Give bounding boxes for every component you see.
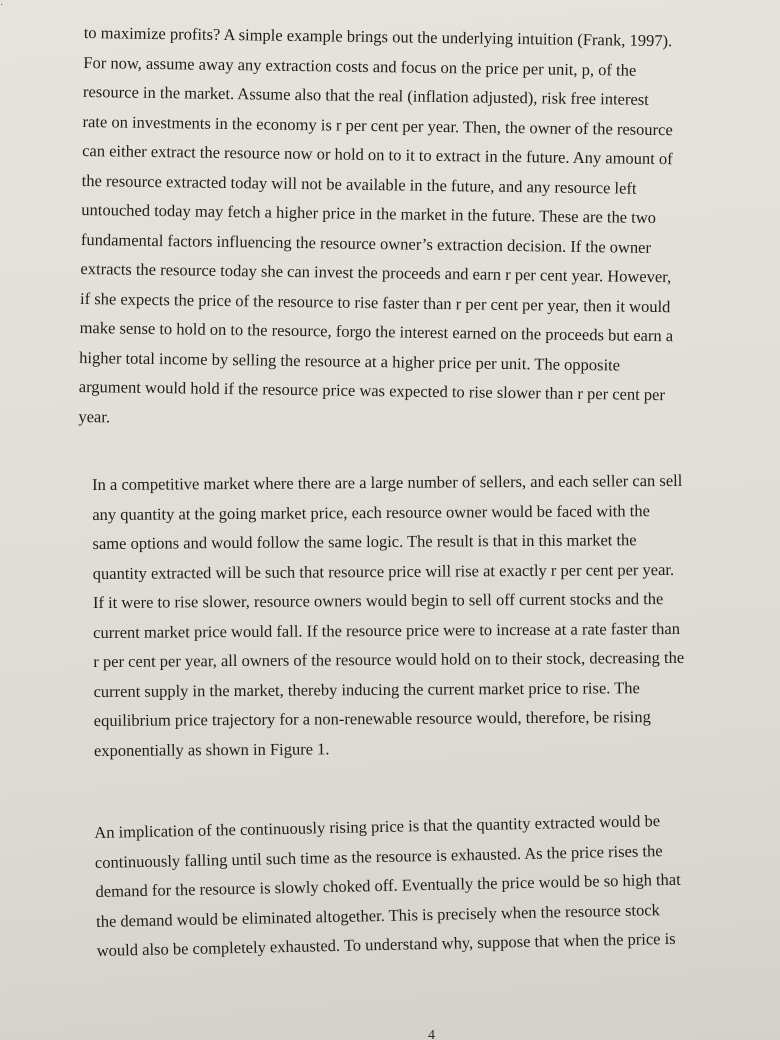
text-line: if she expects the price of the resource to rise faster than r per cent per year, then it would (79, 288, 671, 316)
text-line: can either extract the resource now or hold on to it to extract in the future. Any amount of (82, 140, 673, 169)
paragraph-3 (94, 805, 709, 965)
text-line: rate on investments in the economy is r per cent per year. Then, the owner of the resource (82, 111, 673, 139)
text-line: the resource extracted today will not be available in the future, and any resource left (81, 170, 637, 198)
paragraph-2 (92, 466, 706, 765)
text-line: continuously falling until such time as the resource is exhausted. As the price rises the (94, 840, 663, 872)
text-line: make sense to hold on to the resource, forgo the interest earned on the proceeds but earn a (79, 317, 674, 346)
text-line: demand for the resource is slowly choked off. Eventually the price would be so high that (95, 869, 681, 901)
text-line: equilibrium price trajectory for a non-renewable resource would, therefore, be rising (93, 707, 651, 730)
text-line: to maximize profits? A simple example brings out the underlying intuition (Frank, 1997). (83, 22, 673, 51)
text-line: exponentially as shown in Figure 1. (93, 738, 330, 760)
text-line: untouched today may fetch a higher price in the market in the future. These are the two (81, 199, 657, 228)
text-line: fundamental factors influencing the resource owner’s extraction decision. If the owner (80, 229, 652, 257)
page-number: 4 (428, 1028, 435, 1040)
text-line: resource in the market. Assume also that the real (inflation adjusted), risk free interest (82, 81, 649, 109)
text-line: current market price would fall. If the resource price were to increase at a rate faster than (93, 618, 681, 642)
text-line: r per cent per year, all owners of the resource would hold on to their stock, decreasing the (93, 647, 685, 671)
text-line: any quantity at the going market price, each resource owner would be faced with the (92, 500, 650, 524)
text-line: If it were to rise slower, resource owners would begin to sell off current stocks and the (92, 589, 664, 612)
paragraph-1 (78, 18, 696, 440)
text-line: same options and would follow the same logic. The result is that in this market the (92, 530, 637, 553)
text-line: year. (78, 406, 111, 426)
text-line: extracts the resource today she can invest the proceeds and earn r per cent year. However, (80, 258, 672, 287)
text-line: quantity extracted will be such that resource price will rise at exactly r per cent per year. (92, 559, 675, 583)
text-line: argument would hold if the resource price was expected to rise slower than r per cent per (78, 376, 666, 405)
text-line: current supply in the market, thereby inducing the current market price to rise. The (93, 677, 640, 701)
text-line: the demand would be eliminated altogether. This is precisely when the resource stock (95, 899, 660, 931)
text-line: would also be completely exhausted. To understand why, suppose that when the price is (96, 928, 676, 960)
text-line: higher total income by selling the resource at a higher price per unit. The opposite (79, 347, 621, 375)
text-line: In a competitive market where there are a large number of sellers, and each seller can sell (92, 470, 683, 494)
text-line: For now, assume away any extraction costs and focus on the price per unit, p, of the (83, 52, 637, 80)
corner-speck: · (0, 0, 4, 11)
text-line: An implication of the continuously rising price is that the quantity extracted would be (94, 811, 661, 842)
